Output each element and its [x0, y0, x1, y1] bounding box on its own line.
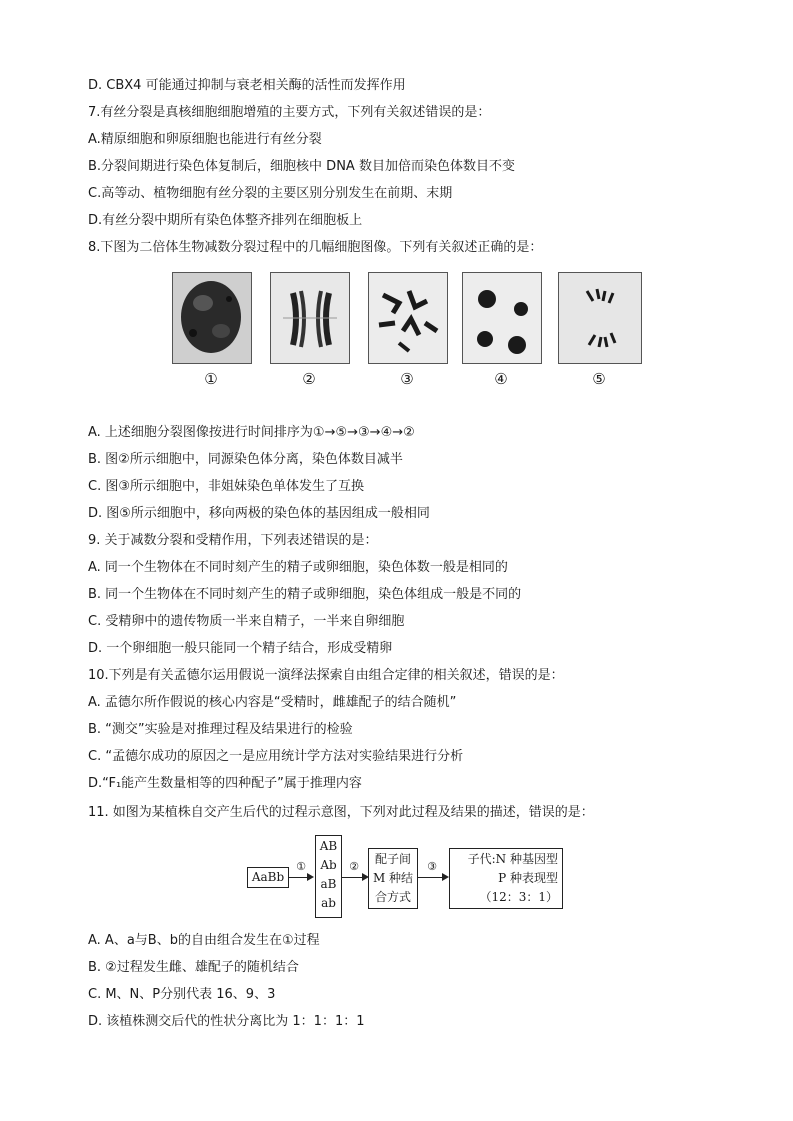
micrograph-label-1: ①: [204, 370, 218, 388]
arrow-step-3: [417, 877, 445, 878]
step-1-label: ①: [296, 860, 306, 873]
question-9-option-c: C. 受精卵中的遗传物质一半来自精子，一半来自卵细胞: [88, 614, 405, 629]
micrograph-2: [270, 272, 350, 364]
arrow-head-1: [307, 873, 314, 881]
question-7-option-c: C.高等动、植物细胞有丝分裂的主要区别分别发生在前期、末期: [88, 186, 453, 201]
micrograph-5-image: [559, 273, 641, 363]
question-11-option-a: A. A、a与B、b的自由组合发生在①过程: [88, 933, 320, 948]
offspring-phenotypes: P 种表现型: [498, 871, 558, 885]
question-10-option-c: C. “孟德尔成功的原因之一是应用统计学方法对实验结果进行分析: [88, 749, 464, 764]
combination-line-2: M 种结: [372, 871, 414, 885]
step-2-label: ②: [349, 860, 359, 873]
question-9-stem: 9. 关于减数分裂和受精作用，下列表述错误的是：: [88, 533, 378, 548]
question-10-option-d: D.“F₁能产生数量相等的四种配子”属于推理内容: [88, 776, 362, 791]
question-8-stem: 8.下图为二倍体生物减数分裂过程中的几幅细胞图像。下列有关叙述正确的是：: [88, 240, 543, 255]
micrograph-1-image: [173, 273, 251, 363]
question-7-option-b: B.分裂间期进行染色体复制后，细胞核中 DNA 数目加倍而染色体数目不变: [88, 159, 515, 174]
offspring-ratio: （12：3：1）: [479, 890, 558, 904]
parent-genotype-box: AaBb: [247, 867, 289, 888]
micrograph-2-image: [271, 273, 349, 363]
question-7-option-a: A.精原细胞和卵原细胞也能进行有丝分裂: [88, 132, 322, 147]
question-11-stem: 11. 如图为某植株自交产生后代的过程示意图，下列对此过程及结果的描述，错误的是：: [88, 805, 594, 820]
question-11-option-b: B. ②过程发生雌、雄配子的随机结合: [88, 960, 299, 975]
combination-line-1: 配子间: [374, 852, 411, 866]
offspring-genotypes: 子代:N 种基因型: [467, 852, 558, 866]
question-7-option-d: D.有丝分裂中期所有染色体整齐排列在细胞板上: [88, 213, 363, 228]
micrograph-4-image: [463, 273, 541, 363]
micrograph-4: [462, 272, 542, 364]
arrow-head-3: [442, 873, 449, 881]
micrograph-1: [172, 272, 252, 364]
micrograph-label-2: ②: [302, 370, 316, 388]
question-9-option-b: B. 同一个生物体在不同时刻产生的精子或卵细胞，染色体组成一般是不同的: [88, 587, 522, 602]
option-text: D. CBX4 可能通过抑制与衰老相关酶的活性而发挥作用: [88, 78, 406, 93]
question-10-option-b: B. “测交”实验是对推理过程及结果进行的检验: [88, 722, 353, 737]
gamete-ab-1: AB: [319, 839, 338, 853]
micrograph-label-5: ⑤: [592, 370, 606, 388]
question-8-option-c: C. 图③所示细胞中，非姐妹染色单体发生了互换: [88, 479, 364, 494]
gametes-box: [315, 835, 342, 918]
question-11-option-c: C. M、N、P分别代表 16、9、3: [88, 987, 276, 1002]
gamete-ab-2: Ab: [320, 858, 337, 872]
question-9-option-a: A. 同一个生物体在不同时刻产生的精子或卵细胞，染色体数一般是相同的: [88, 560, 508, 575]
gamete-ab-3: aB: [320, 877, 337, 891]
combination-line-3: 合方式: [374, 890, 411, 904]
question-10-option-a: A. 孟德尔所作假说的核心内容是“受精时，雌雄配子的结合随机”: [88, 695, 457, 710]
question-7-stem: 7.有丝分裂是真核细胞细胞增殖的主要方式，下列有关叙述错误的是：: [88, 105, 491, 120]
question-8-option-a: A. 上述细胞分裂图像按进行时间排序为①→⑤→③→④→②: [88, 425, 415, 440]
combination-box: [368, 848, 418, 909]
question-11-option-d: D. 该植株测交后代的性状分离比为 1：1：1：1: [88, 1014, 365, 1029]
micrograph-label-4: ④: [494, 370, 508, 388]
question-8-option-b: B. 图②所示细胞中，同源染色体分离，染色体数目减半: [88, 452, 403, 467]
question-8-option-d: D. 图⑤所示细胞中，移向两极的染色体的基因组成一般相同: [88, 506, 430, 521]
question-10-stem: 10.下列是有关孟德尔运用假说一演绎法探索自由组合定律的相关叙述，错误的是：: [88, 668, 564, 683]
question-9-option-d: D. 一个卵细胞一般只能同一个精子结合，形成受精卵: [88, 641, 393, 656]
micrograph-5: [558, 272, 642, 364]
micrograph-label-3: ③: [400, 370, 414, 388]
micrograph-3: [368, 272, 448, 364]
gamete-ab-4: ab: [321, 896, 336, 910]
step-3-label: ③: [427, 860, 437, 873]
micrograph-3-image: [369, 273, 447, 363]
offspring-box: [449, 848, 563, 909]
